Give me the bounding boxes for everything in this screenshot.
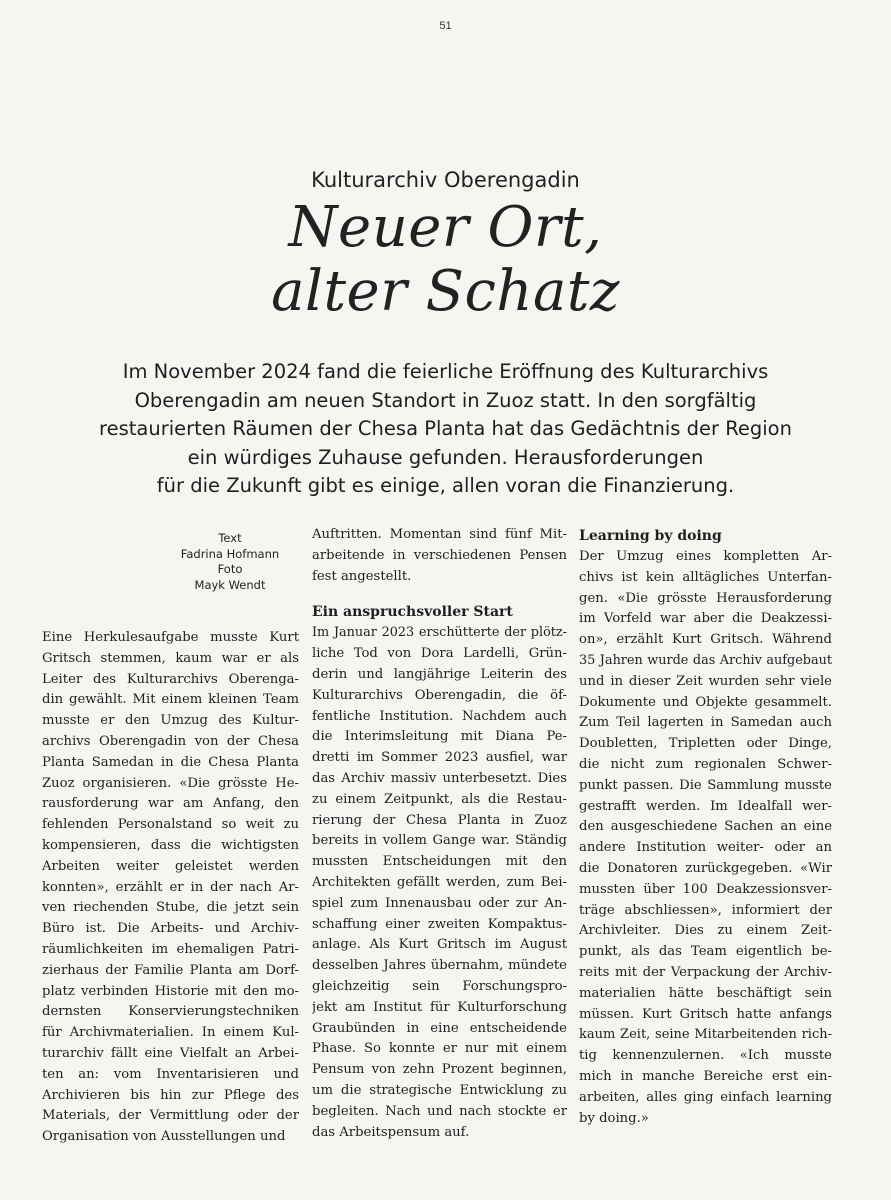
text-line: punkt passen. Die Sammlung musste	[579, 777, 832, 793]
text-line: das Arbeitspensum auf.	[312, 1124, 470, 1140]
text-line: fest angestellt.	[312, 568, 412, 584]
body-column-2	[312, 525, 567, 1143]
text-line: mussten über 100 Deakzessionsver-	[579, 881, 832, 897]
lead-line: Oberengadin am neuen Standort in Zuoz statt. In den sorgfältig	[134, 388, 757, 412]
text-line: gleichzeitig sein Forschungspro-	[312, 978, 567, 994]
page-number: 51	[439, 20, 452, 32]
body-column-3	[579, 525, 832, 1129]
text-line: konnten», erzählt er in der nach Ar-	[42, 879, 299, 895]
text-line: din gewählt. Mit einem kleinen Team	[42, 692, 299, 708]
text-line: Organisation von Ausstellungen und	[42, 1129, 286, 1145]
text-line: Der Umzug eines kompletten Ar-	[579, 549, 832, 564]
text-line: Pensum von zehn Prozent beginnen,	[312, 1062, 567, 1078]
text-line: die Interimsleitung mit Diana Pe-	[312, 729, 567, 745]
lead-paragraph	[40, 358, 851, 501]
text-line: Doubletten, Tripletten oder Dinge,	[579, 736, 832, 752]
text-line: träge abschliessen», informiert der	[579, 902, 832, 918]
text-line: begleiten. Nach und nach stockte er	[312, 1103, 567, 1119]
kicker: Kulturarchiv Oberengadin	[311, 168, 580, 192]
text-line: materialien hätte beschäftigt sein	[579, 985, 832, 1001]
text-line: Kulturarchivs Oberengadin, die öf-	[312, 687, 567, 703]
text-line: spiel zum Innenausbau oder zur An-	[312, 895, 567, 911]
text-line: dretti im Sommer 2023 ausfiel, war	[312, 750, 567, 766]
text-line: archivs Oberengadin von der Chesa	[42, 733, 299, 749]
text-line: musste er den Umzug des Kultur-	[42, 713, 299, 729]
text-line: Zuoz organisieren. «Die grösste He-	[42, 775, 299, 791]
text-line: jekt am Institut für Kulturforschung	[312, 999, 567, 1015]
text-line: für Archivmaterialien. In einem Kul-	[42, 1025, 299, 1041]
text-line: gestrafft werden. Im Idealfall wer-	[579, 798, 832, 814]
text-line: Gritsch stemmen, kaum war er als	[42, 650, 299, 666]
text-line: die nicht zum regionalen Schwer-	[579, 756, 832, 772]
text-line: on», erzählt Kurt Gritsch. Während	[579, 632, 832, 648]
text-line: liche Tod von Dora Lardelli, Grün-	[312, 646, 567, 662]
lead-line: restaurierten Räumen der Chesa Planta hat das Gedächtnis der Region	[99, 417, 792, 441]
text-line: mich in manche Bereiche erst ein-	[579, 1068, 832, 1084]
text-line: platz verbinden Historie mit den mo-	[42, 983, 299, 999]
text-line: fehlenden Personalstand so weit zu	[42, 817, 299, 833]
text-line: arbeitende in verschiedenen Pensen	[312, 547, 567, 563]
text-line: Zum Teil lagerten in Samedan auch	[579, 715, 832, 731]
credit-label-text: Text	[218, 531, 242, 545]
credit-photographer: Mayk Wendt	[194, 577, 266, 592]
credit-author: Fadrina Hofmann	[180, 546, 280, 561]
text-line: dernsten Konservierungstechniken	[42, 1004, 299, 1020]
text-line: kompensieren, dass die wichtigsten	[42, 837, 299, 853]
body-column-1	[42, 628, 299, 1148]
text-line: Planta Samedan in die Chesa Planta	[42, 754, 299, 770]
text-line: die Donatoren zurückgegeben. «Wir	[579, 860, 832, 876]
text-line: Archivleiter. Dies zu einem Zeit-	[579, 923, 832, 939]
text-line: chivs ist kein alltägliches Unterfan-	[579, 569, 832, 585]
lead-line: für die Zukunft gibt es einige, allen voran die Finanzierung.	[156, 474, 735, 498]
text-line: turarchiv fällt eine Vielfalt an Arbei-	[42, 1045, 299, 1061]
section-heading: Learning by doing	[579, 528, 722, 544]
text-line: arbeiten, alles ging einfach learning	[579, 1089, 832, 1105]
text-line: Eine Herkulesaufgabe musste Kurt	[42, 630, 299, 645]
text-line: Arbeiten weiter geleistet werden	[42, 858, 299, 874]
text-line: mussten Entscheidungen mit den	[312, 854, 567, 870]
text-line: Materials, der Vermittlung oder der	[42, 1108, 299, 1124]
text-line: zierhaus der Familie Planta am Dorf-	[42, 962, 299, 978]
text-line: Archivieren bis hin zur Pflege des	[42, 1087, 299, 1103]
headline	[0, 196, 891, 324]
text-line: um die strategische Entwicklung zu	[312, 1082, 567, 1098]
text-line: Architekten gefällt werden, zum Bei-	[312, 874, 567, 890]
headline-line: Neuer Ort,	[288, 195, 603, 260]
credits	[170, 531, 290, 593]
text-line: ven riechenden Stube, die jetzt sein	[42, 900, 299, 916]
text-line: fentliche Institution. Nachdem auch	[312, 708, 567, 724]
text-line: andere Institution weiter- oder an	[579, 840, 832, 856]
text-line: rierung der Chesa Planta in Zuoz	[312, 812, 567, 828]
text-line: punkt, als das Team eigentlich be-	[579, 944, 832, 960]
text-line: 35 Jahren wurde das Archiv aufgebaut	[579, 652, 832, 668]
text-line: müssen. Kurt Gritsch hatte anfangs	[579, 1006, 832, 1022]
text-line: tig kennenzulernen. «Ich musste	[579, 1048, 832, 1064]
text-line: kaum Zeit, seine Mitarbeitenden rich-	[579, 1027, 832, 1043]
lead-line: Im November 2024 fand die feierliche Eröffnung des Kulturarchivs	[122, 360, 769, 383]
lead-line: ein würdiges Zuhause gefunden. Herausforderungen	[187, 445, 704, 469]
text-line: derin und langjährige Leiterin des	[312, 666, 567, 682]
text-line: den ausgeschiedene Sachen an eine	[579, 819, 832, 835]
text-line: bereits in vollem Gange war. Ständig	[312, 833, 567, 849]
text-line: by doing.»	[579, 1110, 649, 1126]
text-line: Im Januar 2023 erschütterte der plötz-	[312, 625, 567, 641]
text-line: ten an: vom Inventarisieren und	[42, 1066, 299, 1082]
text-line: im Vorfeld war aber die Deakzessi-	[579, 611, 832, 627]
text-line: und in dieser Zeit wurden sehr viele	[579, 673, 832, 689]
text-line: desselben Jahres übernahm, mündete	[312, 958, 567, 974]
text-line: Büro ist. Die Arbeits- und Archiv-	[42, 921, 299, 937]
paragraph-gap	[312, 587, 567, 601]
text-line: Auftritten. Momentan sind fünf Mit-	[312, 527, 567, 542]
text-line: räumlichkeiten im ehemaligen Patri-	[42, 941, 299, 957]
credit-label-photo: Foto	[217, 562, 243, 576]
text-line: rausforderung war am Anfang, den	[42, 796, 299, 812]
text-line: Graubünden in eine entscheidende	[312, 1020, 567, 1036]
text-line: zu einem Zeitpunkt, als die Restau-	[312, 791, 567, 807]
section-heading: Ein anspruchsvoller Start	[312, 604, 513, 621]
text-line: gen. «Die grösste Herausforderung	[579, 590, 832, 606]
text-line: schaffung einer zweiten Kompaktus-	[312, 916, 567, 932]
headline-line: alter Schatz	[271, 259, 620, 324]
text-line: reits mit der Verpackung der Archiv-	[579, 964, 832, 980]
text-line: das Archiv massiv unterbesetzt. Dies	[312, 770, 567, 786]
text-line: Dokumente und Objekte gesammelt.	[579, 694, 832, 710]
text-line: anlage. Als Kurt Gritsch im August	[312, 937, 567, 953]
text-line: Phase. So konnte er nur mit einem	[312, 1041, 567, 1057]
text-line: Leiter des Kulturarchivs Oberenga-	[42, 671, 299, 687]
